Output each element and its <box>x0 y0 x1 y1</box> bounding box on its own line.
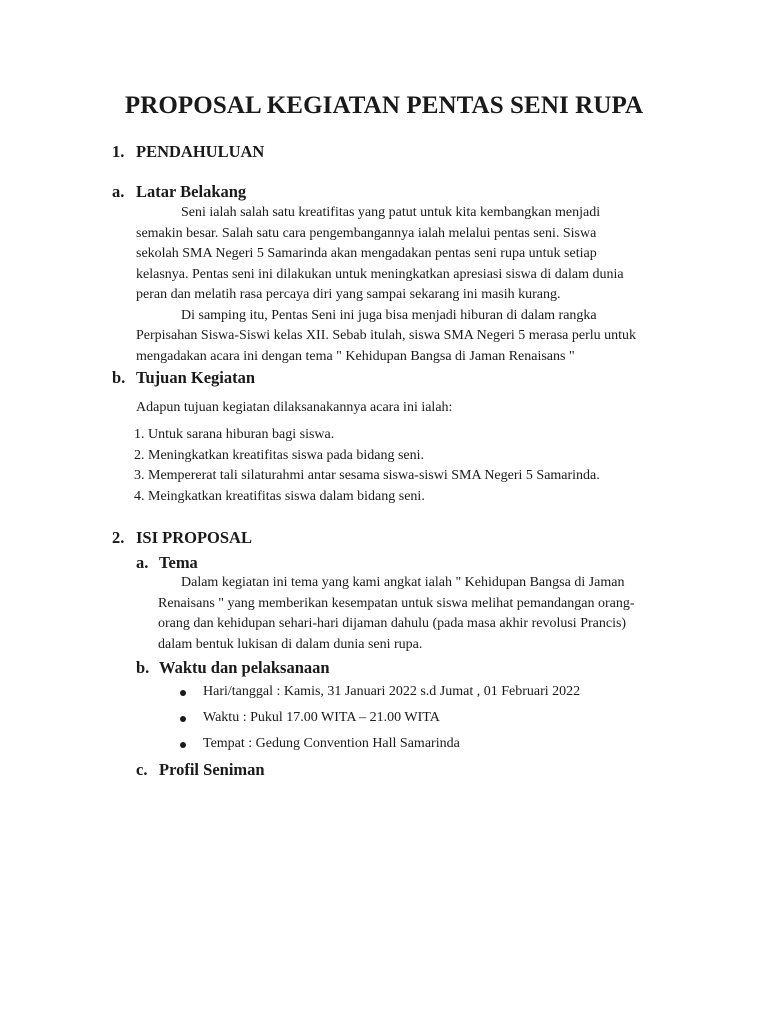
paragraph-line: peran dan melatih rasa percaya diri yang sampai sekarang ini masih kurang. <box>136 287 561 302</box>
section-title: ISI PROPOSAL <box>136 528 252 547</box>
tujuan-list <box>134 425 600 507</box>
subsection-letter: a. <box>112 182 125 201</box>
list-item: 1. Untuk sarana hiburan bagi siswa. <box>134 427 335 442</box>
subsection-letter: a. <box>136 553 149 572</box>
subsection-title: Profil Seniman <box>159 760 265 779</box>
subsection-title: Waktu dan pelaksanaan <box>159 658 330 677</box>
bullet-item-waktu: Waktu : Pukul 17.00 WITA – 21.00 WITA <box>203 710 440 725</box>
bullet-item-tempat: Tempat : Gedung Convention Hall Samarinda <box>203 736 460 751</box>
subsection-letter: c. <box>136 760 148 779</box>
tujuan-intro: Adapun tujuan kegiatan dilaksanakannya acara ini ialah: <box>136 400 453 415</box>
subsection-title: Tema <box>159 553 198 572</box>
paragraph-line: kelasnya. Pentas seni ini dilakukan untuk meningkatkan apresiasi siswa di dalam dunia <box>136 266 624 282</box>
bullet-icon <box>180 690 186 696</box>
paragraph-line: Renaisans " yang memberikan kesempatan untuk siswa melihat pemandangan orang- <box>158 595 635 611</box>
bullet-icon <box>180 742 186 748</box>
subsection-profil-seniman-heading <box>136 760 265 780</box>
subsection-tujuan-kegiatan-heading <box>112 368 255 388</box>
section-number: 2. <box>112 528 125 547</box>
section-2-heading <box>112 528 252 548</box>
subsection-title: Latar Belakang <box>136 182 247 201</box>
paragraph-line: Di samping itu, Pentas Seni ini juga bisa menjadi hiburan di dalam rangka <box>181 307 597 323</box>
latar-belakang-paragraph <box>136 203 636 367</box>
paragraph-line: orang dan kehidupan sehari-hari dijaman dahulu (pada masa akhir revolusi Prancis) <box>158 616 627 631</box>
list-item: 2. Meningkatkan kreatifitas siswa pada bidang seni. <box>134 447 425 463</box>
subsection-letter: b. <box>136 658 150 677</box>
section-number: 1. <box>112 142 125 161</box>
bullet-item-hari-tanggal: Hari/tanggal : Kamis, 31 Januari 2022 s.d Jumat , 01 Februari 2022 <box>203 684 581 699</box>
paragraph-line: semakin besar. Salah satu cara pengembangannya ialah melalui pentas seni. Siswa <box>136 225 597 241</box>
section-title: PENDAHULUAN <box>136 142 265 161</box>
list-item: 3. Mempererat tali silaturahmi antar sesama siswa-siswi SMA Negeri 5 Samarinda. <box>134 468 600 483</box>
tema-paragraph <box>158 573 635 655</box>
section-1-heading <box>112 142 264 162</box>
paragraph-line: Perpisahan Siswa-Siswi kelas XII. Sebab itulah, siswa SMA Negeri 5 merasa perlu untuk <box>136 328 637 343</box>
bullet-icon <box>180 716 186 722</box>
paragraph-line: sekolah SMA Negeri 5 Samarinda akan mengadakan pentas seni rupa untuk setiap <box>136 246 597 261</box>
paragraph-line: Dalam kegiatan ini tema yang kami angkat ialah " Kehidupan Bangsa di Jaman <box>181 575 625 590</box>
subsection-waktu-heading <box>136 658 330 678</box>
subsection-letter: b. <box>112 368 126 387</box>
paragraph-line: mengadakan acara ini dengan tema " Kehidupan Bangsa di Jaman Renaisans " <box>136 348 575 364</box>
list-item: 4. Meingkatkan kreatifitas siswa dalam bidang seni. <box>134 488 425 504</box>
subsection-title: Tujuan Kegiatan <box>136 368 256 387</box>
document-title: PROPOSAL KEGIATAN PENTAS SENI RUPA <box>124 92 644 119</box>
paragraph-line: Seni ialah salah satu kreatifitas yang patut untuk kita kembangkan menjadi <box>181 205 601 220</box>
subsection-latar-belakang-heading <box>112 182 246 202</box>
paragraph-line: dalam bentuk lukisan di dalam dunia seni rupa. <box>158 636 423 652</box>
subsection-tema-heading <box>136 553 198 573</box>
